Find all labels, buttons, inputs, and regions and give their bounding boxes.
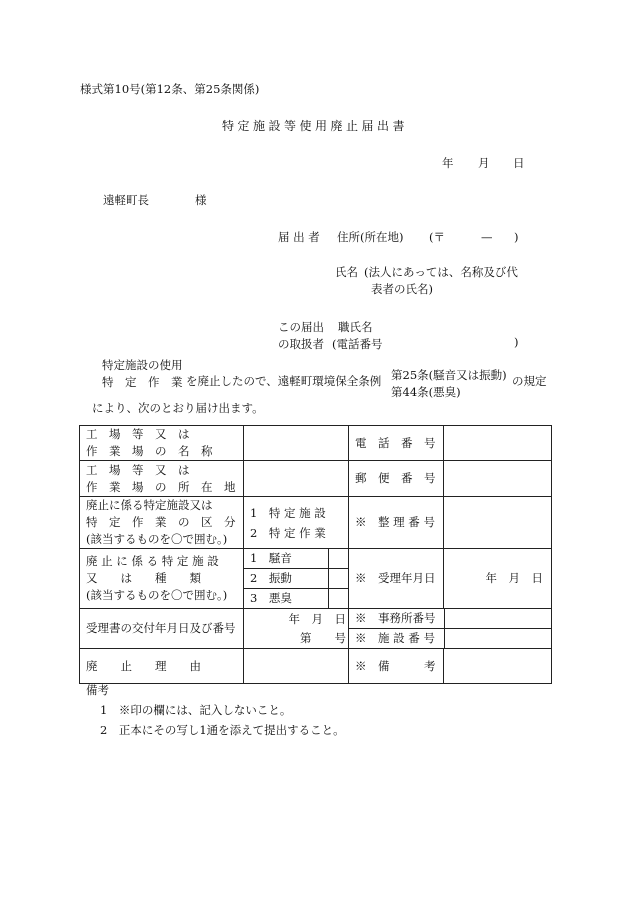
form-number: 様式第10号(第12条、第25条関係) <box>80 82 260 96</box>
notification-table <box>79 425 552 684</box>
remarks-field[interactable] <box>444 649 552 684</box>
phone-number-field[interactable] <box>444 426 552 461</box>
statement-line-2: により、次のとおり届け出ます。 <box>92 401 264 415</box>
office-number-label: ※ 事務所番号 <box>349 609 444 629</box>
addressee-honorific: 様 <box>195 193 207 207</box>
facility-number-field[interactable] <box>444 629 552 649</box>
type-label: 廃 止 に 係 る 特 定 施 設 又 は 種 類 (該当するものを〇で囲む。) <box>80 549 244 609</box>
receipt-issue-label: 受理書の交付年月日及び番号 <box>80 609 244 649</box>
notifier-label: 届 出 者 <box>278 230 320 244</box>
factory-location-field[interactable] <box>244 461 349 497</box>
abolition-reason-label: 廃 止 理 由 <box>80 649 244 684</box>
option-odor[interactable]: 3 悪臭 <box>244 589 329 609</box>
table-row <box>80 549 552 609</box>
postal-code-label: 郵 便 番 号 <box>349 461 444 497</box>
remarks-label: ※ 備 考 <box>349 649 444 684</box>
notes-heading: 備考 <box>86 683 109 697</box>
statement-law-odor: 第44条(悪臭) <box>391 385 461 399</box>
statement-laws <box>391 367 507 401</box>
option-noise-blank <box>329 549 348 569</box>
name-note-line-1: (法人にあっては、名称及び代 <box>364 265 518 279</box>
postal-dash: — <box>481 230 493 244</box>
handler-label <box>278 319 324 353</box>
name-note-line-2: 表者の氏名) <box>371 282 433 296</box>
factory-location-label: 工 場 等 又 は 作 業 場 の 所 在 地 <box>80 461 244 497</box>
option-specified-facility[interactable]: 1 特 定 施 設 <box>250 505 326 520</box>
option-specified-work[interactable]: 2 特 定 作 業 <box>250 525 326 540</box>
abolition-reason-field[interactable] <box>244 649 349 684</box>
notifier-name-note <box>364 264 518 298</box>
table-row <box>80 461 552 497</box>
table-row <box>80 609 552 649</box>
option-vibration[interactable]: 2 振動 <box>244 569 329 589</box>
addressee-town: 遠軽町長 <box>103 193 149 207</box>
office-number-field[interactable] <box>444 609 552 629</box>
date-year-label: 年 <box>442 156 454 170</box>
office-facility-numbers <box>349 609 552 649</box>
type-options-subtable <box>244 549 348 608</box>
reference-number-field[interactable] <box>444 497 552 549</box>
postal-code-field[interactable] <box>444 461 552 497</box>
statement-option-work: 特 定 作 業 <box>102 375 183 389</box>
note-item-2: 2 正本にその写し1通を添えて提出すること。 <box>100 723 345 737</box>
handler-label-line-2: の取扱者 <box>278 337 324 351</box>
option-noise[interactable]: 1 騒音 <box>244 549 329 569</box>
handler-phone-label: (電話番号 <box>332 337 383 351</box>
category-options[interactable] <box>244 497 349 549</box>
statement-law-noise: 第25条(騒音又は振動) <box>391 368 507 382</box>
table-row <box>80 649 552 684</box>
date-month-label: 月 <box>478 156 490 170</box>
notifier-name-label: 氏名 <box>335 265 358 279</box>
option-vibration-blank <box>329 569 348 589</box>
handler-phone-close: ) <box>514 335 519 349</box>
factory-name-field[interactable] <box>244 426 349 461</box>
postal-open: (〒 <box>429 230 445 244</box>
notes <box>86 680 345 740</box>
option-odor-blank <box>329 589 348 609</box>
date-day-label: 日 <box>513 156 525 170</box>
category-label: 廃止に係る特定施設又は 特 定 作 業 の 区 分 (該当するものを〇で囲む。) <box>80 497 244 549</box>
handler-label-line-1: この届出 <box>278 320 324 334</box>
facility-number-label: ※ 施 設 番 号 <box>349 629 444 649</box>
notifier-address-label: 住所(所在地) <box>337 230 404 244</box>
handler-job-name-label: 職氏名 <box>338 320 373 334</box>
statement-end: の規定 <box>512 374 547 388</box>
receipt-date-label: ※ 受理年月日 <box>349 549 444 609</box>
receipt-issue-field[interactable]: 年 月 日 第 号 <box>244 609 349 649</box>
statement-middle: を廃止したので、遠軽町環境保全条例 <box>186 374 382 388</box>
statement-option-facility: 特定施設の使用 <box>102 358 183 372</box>
table-row <box>80 497 552 549</box>
note-item-1: 1 ※印の欄には、記入しないこと。 <box>100 703 292 717</box>
phone-number-label: 電 話 番 号 <box>349 426 444 461</box>
postal-close: ) <box>514 230 519 244</box>
receipt-date-field[interactable]: 年 月 日 <box>444 549 552 609</box>
handler-fields <box>332 319 383 353</box>
document-title: 特定施設等使用廃止届出書 <box>222 119 409 133</box>
reference-number-label: ※ 整 理 番 号 <box>349 497 444 549</box>
factory-name-label: 工 場 等 又 は 作 業 場 の 名 称 <box>80 426 244 461</box>
table-row <box>80 426 552 461</box>
type-options <box>244 549 349 609</box>
office-facility-subtable <box>349 609 552 648</box>
statement-options <box>102 357 183 391</box>
